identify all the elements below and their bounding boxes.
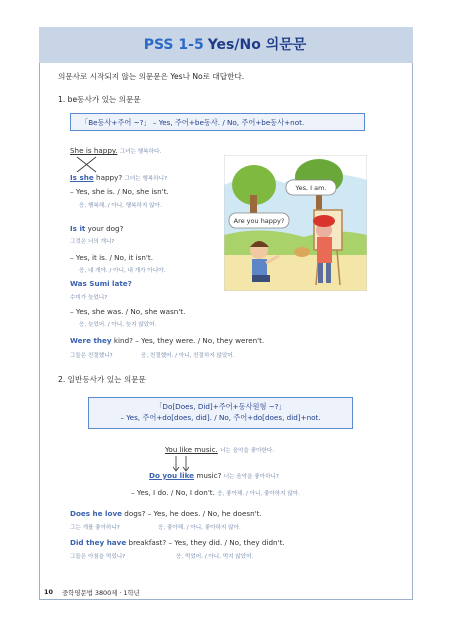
swap-arrows-icon (74, 156, 104, 174)
s1-question-ko: 그녀는 행복하니? (124, 176, 168, 182)
s2-answer (131, 489, 300, 497)
s2-question-q: Do you like (149, 471, 195, 480)
insert-arrows-icon (170, 455, 195, 472)
s1-statement-en: She is happy. (70, 146, 118, 155)
section1-rule: 「Be동사+주어 ~?」 – Yes, 주어+be동사. / No, 주어+be동사+not. (81, 118, 305, 127)
s1-statement (70, 147, 161, 155)
s2-q3-ko-ans: 응, 먹었어. / 아니, 먹지 않았어. (176, 554, 254, 560)
s2-statement-ko: 너는 음악을 좋아한다. (220, 448, 275, 454)
section2-rule2: – Yes, 주어+do[does, did]. / No, 주어+do[does, did]+not. (120, 413, 321, 423)
section2-heading: 2. 일반동사가 있는 의문문 (58, 375, 146, 384)
s1-q2-rest: your dog? (85, 224, 124, 233)
s1-question-rest: happy? (93, 173, 123, 182)
section1-rule-box (70, 113, 365, 131)
page-title-heading (0, 34, 450, 54)
beret-icon (313, 215, 335, 227)
s1-a2-en: – Yes, it is. / No, it isn't. (70, 253, 153, 262)
s1-answer-ko: 응, 행복해. / 아니, 행복하지 않아. (79, 203, 162, 209)
s2-q3-ko: 그들은 아침을 먹었니? (70, 554, 126, 560)
s1-statement-ko: 그녀는 행복하다. (119, 149, 162, 155)
s2-question-ko: 너는 음악을 좋아하니? (223, 474, 279, 480)
pss-label: PSS 1-5 (143, 37, 204, 53)
s1-q2-ko: 그것은 너의 개니? (70, 239, 115, 245)
palette-icon (294, 247, 310, 257)
s2-q2-ko: 그는 개를 좋아하니? (70, 525, 120, 531)
s2-question-rest: music? (194, 471, 222, 480)
s1-q3-en: Was Sumi late? (70, 279, 132, 288)
s2-q3 (70, 539, 285, 547)
book-title: 중학영문법 3800제 · 1학년 (62, 589, 140, 597)
s2-q2-rest: dogs? – Yes, he does. / No, he doesn't. (122, 509, 262, 518)
s2-q3-q: Did they have (70, 538, 127, 547)
s1-q2-q: Is it (70, 224, 86, 233)
s1-q4-rest: kind? – Yes, they were. / No, they weren't. (111, 336, 265, 345)
s1-q4-ko-ans: 응, 친절했어. / 아니, 친절하지 않았어. (141, 353, 235, 359)
section2-rule1: 「Do[Does, Did]+주어+동사원형 ~?」 (155, 402, 286, 411)
s1-q4-ko: 그들은 친절했니? (70, 353, 113, 359)
s2-q2 (70, 510, 262, 518)
bubble1-text: Yes, I am. (295, 184, 327, 192)
pss-title: Yes/No 의문문 (207, 37, 307, 53)
s1-q3-ko: 수미가 늦었니? (70, 295, 108, 301)
s2-q2-q: Does he love (70, 509, 123, 518)
s2-answer-en: – Yes, I do. / No, I don't. (131, 488, 215, 497)
section1-heading: 1. be동사가 있는 의문문 (58, 95, 141, 104)
intro-text: 의문사로 시작되지 않는 의문문은 Yes나 No로 대답한다. (58, 72, 245, 81)
s2-q2-ko-ans: 응, 좋아해. / 아니, 좋아하지 않아. (158, 525, 241, 531)
s1-q4-q: Were they (70, 336, 112, 345)
s1-a2-ko: 응, 내 개야. / 아니, 내 개가 아니야. (79, 268, 166, 274)
s2-statement-en: You like music. (165, 445, 218, 454)
bubble2-text: Are you happy? (233, 217, 285, 225)
s1-a3-ko: 응, 늦었어. / 아니, 늦지 않았어. (79, 322, 157, 328)
s2-answer-ko: 응, 좋아해. / 아니, 좋아하지 않아. (217, 491, 300, 497)
s1-answer-en: – Yes, she is. / No, she isn't. (70, 187, 169, 196)
s2-q3-rest: breakfast? – Yes, they did. / No, they didn't. (126, 538, 285, 547)
cartoon-illustration (224, 155, 367, 291)
s2-statement (165, 446, 274, 454)
section2-rule-box (88, 397, 353, 429)
s1-q2 (70, 225, 123, 233)
s1-question-q: Is she (70, 173, 94, 182)
page-number: 10 (44, 588, 53, 596)
s1-a3-en: – Yes, she was. / No, she wasn't. (70, 307, 186, 316)
s1-question (70, 174, 167, 182)
s2-question (149, 472, 279, 480)
s1-q4 (70, 337, 264, 345)
